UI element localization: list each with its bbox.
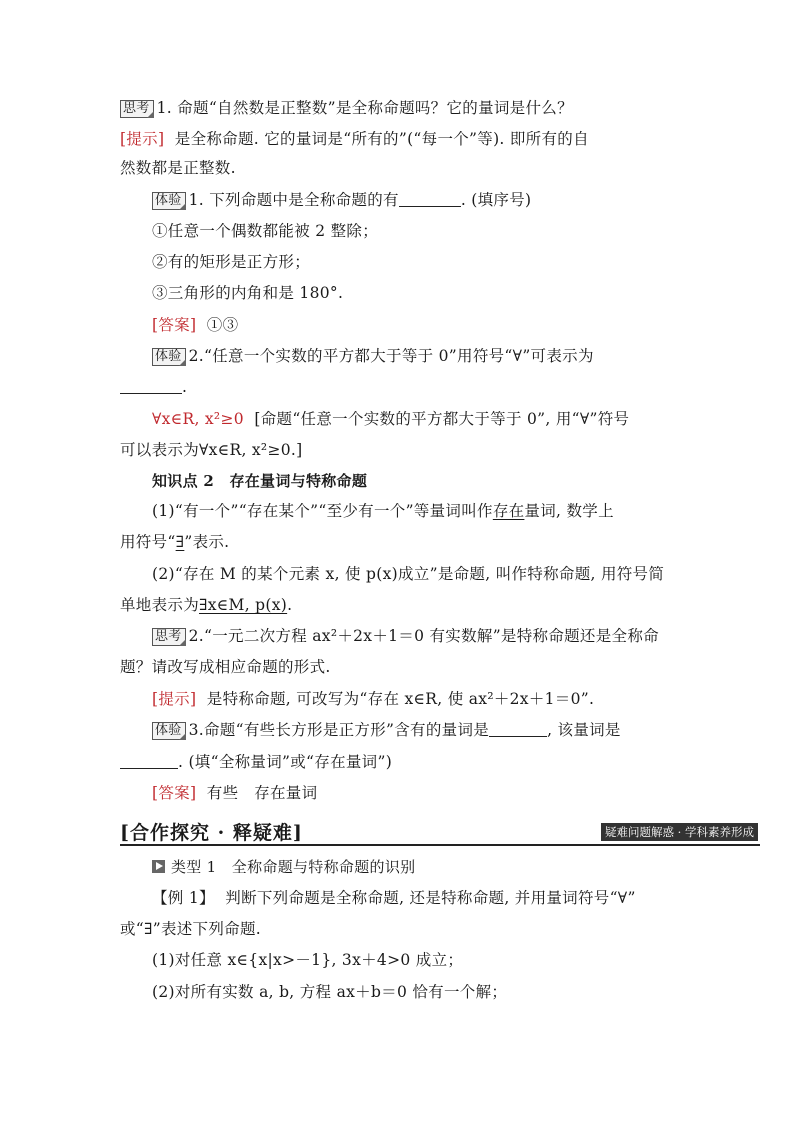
example-1-item-2	[152, 981, 507, 1003]
answer-label: [答案]	[152, 784, 197, 802]
item-text: ①任意一个偶数都能被 2 整除；	[152, 222, 379, 240]
kp-text: 量词, 数学上	[524, 502, 614, 520]
exp-3-answer	[152, 782, 317, 804]
exp-tag: 体验	[152, 348, 186, 366]
exp-2-cont	[120, 376, 187, 398]
think-question-2	[152, 625, 659, 647]
exp-2-text: 2.“任意一个实数的平方都大于等于 0”用符号“∀”可表示为	[188, 347, 594, 365]
kp2-para-1	[152, 500, 614, 522]
exp-3-text-post: . (填“全称量词”或“存在量词”)	[178, 753, 393, 771]
hint-label: [提示]	[120, 130, 165, 148]
answer-expression: ∀x∈R, x²≥0	[152, 410, 244, 428]
exp-1-text: 1. 下列命题中是全称命题的有	[188, 191, 399, 209]
think-question-1	[120, 97, 573, 119]
example-1-cont	[120, 918, 261, 940]
item-text: ③三角形的内角和是 180°.	[152, 284, 344, 302]
exp-3	[152, 719, 621, 741]
exp-1-item-1	[152, 220, 378, 242]
answer-text: 有些 存在量词	[206, 784, 318, 802]
example-label: 【例 1】	[152, 889, 215, 907]
kp-underline: 存在	[492, 502, 525, 520]
kp-text: .	[287, 596, 293, 614]
fill-blank	[399, 192, 461, 207]
fill-blank	[489, 722, 547, 737]
think-question-2-cont	[120, 656, 331, 678]
exp-1	[152, 189, 531, 211]
type-1-title: 类型 1 全称命题与特称命题的识别	[171, 858, 416, 876]
section-subtitle: 疑难问题解惑 · 学科素养形成	[601, 823, 758, 841]
type-1-heading	[152, 856, 415, 878]
kp-underline: ∃	[175, 533, 185, 551]
think-q2-text-b: 题？请改写成相应命题的形式.	[120, 658, 331, 676]
period: .	[182, 378, 188, 396]
example-1	[152, 887, 636, 909]
hint-1-cont	[120, 157, 236, 179]
hint-1	[120, 128, 589, 150]
exp-tag: 体验	[152, 192, 186, 210]
think-tag: 思考	[120, 100, 154, 118]
example-1-item-1	[152, 949, 463, 971]
exp-1-answer	[152, 314, 238, 336]
section-header	[120, 818, 760, 846]
knowledge-point-2-title	[152, 470, 367, 492]
answer-explain-a: [命题“任意一个实数的平方都大于等于 0”, 用“∀”符号	[254, 410, 630, 428]
hint-2-text: 是特称命题, 可改写为“存在 x∈R, 使 ax²＋2x＋1＝0”.	[206, 690, 595, 708]
exp-2-answer-cont	[120, 439, 302, 461]
exp-2-answer	[152, 408, 629, 430]
hint-1-text-a: 是全称命题. 它的量词是“所有的”(“每一个”等). 即所有的自	[174, 130, 589, 148]
example-item: (2)对所有实数 a, b, 方程 ax＋b＝0 恰有一个解；	[152, 983, 508, 1001]
exp-1-item-2	[152, 251, 310, 273]
kp-text: ”表示.	[184, 533, 230, 551]
exp-3-text-mid: , 该量词是	[547, 721, 621, 739]
hint-label: [提示]	[152, 690, 197, 708]
kp-title-text: 知识点 2 存在量词与特称命题	[152, 472, 368, 490]
kp2-para-2-cont	[120, 594, 292, 616]
think-q1-text: 1. 命题“自然数是正整数”是全称命题吗？它的量词是什么？	[156, 99, 573, 117]
exp-2	[152, 345, 594, 367]
exp-1-text-post: . (填序号)	[460, 191, 532, 209]
example-item: (1)对任意 x∈{x|x>－1}, 3x＋4>0 成立；	[152, 951, 464, 969]
answer-explain-b: 可以表示为∀x∈R, x²≥0.]	[120, 441, 303, 459]
kp-text: 用符号“	[120, 533, 176, 551]
kp-text: (2)“存在 M 的某个元素 x, 使 p(x)成立”是命题, 叫作特称命题, 用符号简	[152, 565, 665, 583]
hint-2	[152, 688, 594, 710]
hint-1-text-b: 然数都是正整数.	[120, 159, 236, 177]
fill-blank	[120, 379, 182, 394]
item-text: ②有的矩形是正方形；	[152, 253, 311, 271]
kp-text: 单地表示为	[120, 596, 200, 614]
exp-3-cont	[120, 751, 392, 773]
example-text-a: 判断下列命题是全称命题, 还是特称命题, 并用量词符号“∀”	[225, 889, 636, 907]
exp-3-text: 3.命题“有些长方形是正方形”含有的量词是	[188, 721, 490, 739]
answer-label: [答案]	[152, 316, 197, 334]
kp-underline: ∃x∈M, p(x)	[199, 596, 288, 614]
fill-blank	[120, 754, 178, 769]
think-tag: 思考	[152, 628, 186, 646]
think-q2-text: 2.“一元二次方程 ax²＋2x＋1＝0 有实数解”是特称命题还是全称命	[188, 627, 659, 645]
kp-text: (1)“有一个”“存在某个”“至少有一个”等量词叫作	[152, 502, 493, 520]
triangle-play-icon	[152, 860, 165, 873]
exp-1-item-3	[152, 282, 343, 304]
answer-text: ①③	[206, 316, 239, 334]
example-text-b: 或“∃”表述下列命题.	[120, 920, 261, 938]
kp2-para-2	[152, 563, 664, 585]
section-title: [合作探究 · 释疑难]	[120, 822, 303, 844]
kp2-para-1-cont	[120, 531, 229, 553]
exp-tag: 体验	[152, 722, 186, 740]
